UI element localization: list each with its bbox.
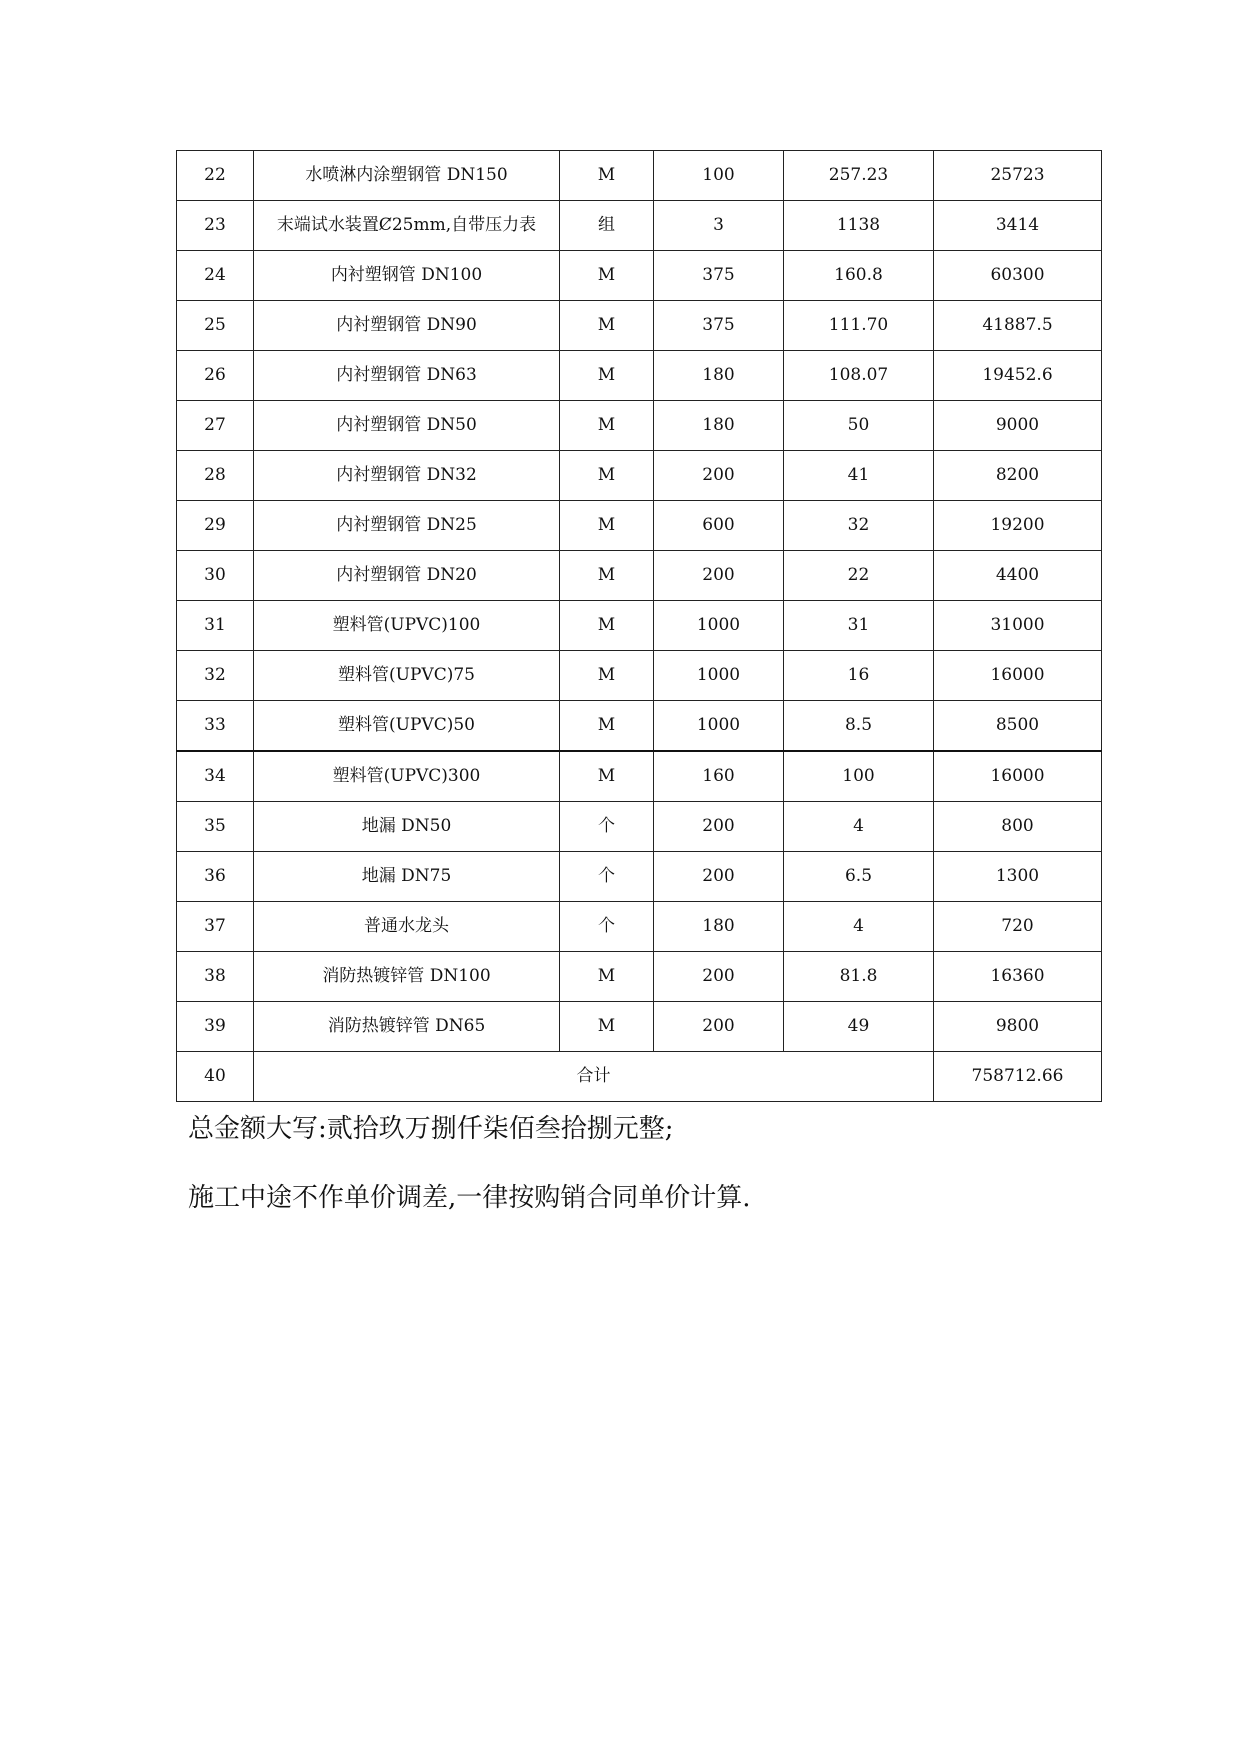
item-unit: M: [560, 501, 654, 551]
row-number: 33: [177, 701, 254, 752]
item-amount: 16360: [934, 952, 1102, 1002]
item-unit: M: [560, 551, 654, 601]
row-number: 29: [177, 501, 254, 551]
item-unit: M: [560, 151, 654, 201]
item-amount: 9800: [934, 1002, 1102, 1052]
table-row: [177, 701, 1102, 752]
amount-in-words: 总金额大写:贰拾玖万捌仟柒佰叁拾捌元整;: [188, 1114, 674, 1144]
item-unit-price: 100: [784, 751, 934, 802]
item-quantity: 180: [654, 351, 784, 401]
total-row: [177, 1052, 1102, 1102]
row-number: 31: [177, 601, 254, 651]
item-quantity: 600: [654, 501, 784, 551]
item-quantity: 200: [654, 952, 784, 1002]
price-table: [176, 150, 1102, 1102]
item-name: 水喷淋内涂塑钢管 DN150: [254, 151, 560, 201]
row-number: 39: [177, 1002, 254, 1052]
item-name: 塑料管(UPVC)75: [254, 651, 560, 701]
item-unit: M: [560, 751, 654, 802]
item-amount: 9000: [934, 401, 1102, 451]
item-quantity: 180: [654, 902, 784, 952]
item-quantity: 1000: [654, 601, 784, 651]
item-unit: M: [560, 401, 654, 451]
item-unit: M: [560, 1002, 654, 1052]
row-number: 36: [177, 852, 254, 902]
item-quantity: 3: [654, 201, 784, 251]
total-row-number: 40: [177, 1052, 254, 1102]
item-name: 末端试水装置Ȼ25mm,自带压力表: [254, 201, 560, 251]
item-unit-price: 4: [784, 902, 934, 952]
item-unit-price: 1138: [784, 201, 934, 251]
table-row: [177, 501, 1102, 551]
item-quantity: 100: [654, 151, 784, 201]
item-unit: M: [560, 301, 654, 351]
table-row: [177, 251, 1102, 301]
item-name: 消防热镀锌管 DN65: [254, 1002, 560, 1052]
table-row: [177, 601, 1102, 651]
item-unit-price: 108.07: [784, 351, 934, 401]
item-unit-price: 16: [784, 651, 934, 701]
item-amount: 4400: [934, 551, 1102, 601]
item-unit-price: 22: [784, 551, 934, 601]
item-amount: 720: [934, 902, 1102, 952]
item-amount: 25723: [934, 151, 1102, 201]
item-quantity: 375: [654, 251, 784, 301]
item-quantity: 160: [654, 751, 784, 802]
item-name: 地漏 DN75: [254, 852, 560, 902]
item-amount: 16000: [934, 651, 1102, 701]
row-number: 35: [177, 802, 254, 852]
row-number: 34: [177, 751, 254, 802]
row-number: 22: [177, 151, 254, 201]
row-number: 28: [177, 451, 254, 501]
row-number: 32: [177, 651, 254, 701]
item-unit: 个: [560, 802, 654, 852]
row-number: 27: [177, 401, 254, 451]
total-label: 合计: [254, 1052, 934, 1102]
row-number: 23: [177, 201, 254, 251]
item-name: 内衬塑钢管 DN32: [254, 451, 560, 501]
item-amount: 19200: [934, 501, 1102, 551]
item-quantity: 200: [654, 852, 784, 902]
item-unit: M: [560, 351, 654, 401]
table-row: [177, 852, 1102, 902]
row-number: 30: [177, 551, 254, 601]
item-name: 内衬塑钢管 DN50: [254, 401, 560, 451]
item-quantity: 200: [654, 451, 784, 501]
row-number: 25: [177, 301, 254, 351]
item-unit-price: 49: [784, 1002, 934, 1052]
item-unit-price: 41: [784, 451, 934, 501]
item-unit-price: 31: [784, 601, 934, 651]
item-unit-price: 32: [784, 501, 934, 551]
table-row: [177, 751, 1102, 802]
item-unit: M: [560, 952, 654, 1002]
item-amount: 19452.6: [934, 351, 1102, 401]
table-row: [177, 151, 1102, 201]
row-number: 37: [177, 902, 254, 952]
item-name: 塑料管(UPVC)100: [254, 601, 560, 651]
item-name: 内衬塑钢管 DN100: [254, 251, 560, 301]
item-quantity: 1000: [654, 701, 784, 752]
item-name: 内衬塑钢管 DN20: [254, 551, 560, 601]
item-unit-price: 111.70: [784, 301, 934, 351]
item-unit: M: [560, 451, 654, 501]
item-unit: M: [560, 251, 654, 301]
table-row: [177, 902, 1102, 952]
item-amount: 41887.5: [934, 301, 1102, 351]
table-row: [177, 451, 1102, 501]
item-name: 普通水龙头: [254, 902, 560, 952]
item-quantity: 375: [654, 301, 784, 351]
table-row: [177, 1002, 1102, 1052]
item-amount: 60300: [934, 251, 1102, 301]
item-unit: 个: [560, 852, 654, 902]
item-amount: 16000: [934, 751, 1102, 802]
row-number: 24: [177, 251, 254, 301]
item-amount: 8500: [934, 701, 1102, 752]
item-amount: 1300: [934, 852, 1102, 902]
item-unit-price: 160.8: [784, 251, 934, 301]
table-row: [177, 551, 1102, 601]
item-name: 塑料管(UPVC)50: [254, 701, 560, 752]
item-unit: M: [560, 701, 654, 752]
item-amount: 3414: [934, 201, 1102, 251]
item-unit: M: [560, 601, 654, 651]
item-unit-price: 6.5: [784, 852, 934, 902]
item-amount: 31000: [934, 601, 1102, 651]
item-name: 消防热镀锌管 DN100: [254, 952, 560, 1002]
total-amount: 758712.66: [934, 1052, 1102, 1102]
item-amount: 8200: [934, 451, 1102, 501]
row-number: 26: [177, 351, 254, 401]
item-unit: 组: [560, 201, 654, 251]
item-unit-price: 4: [784, 802, 934, 852]
item-quantity: 200: [654, 1002, 784, 1052]
pricing-note: 施工中途不作单价调差,一律按购销合同单价计算.: [188, 1183, 751, 1213]
item-unit: 个: [560, 902, 654, 952]
row-number: 38: [177, 952, 254, 1002]
item-quantity: 180: [654, 401, 784, 451]
item-unit: M: [560, 651, 654, 701]
table-row: [177, 401, 1102, 451]
item-name: 内衬塑钢管 DN25: [254, 501, 560, 551]
item-name: 塑料管(UPVC)300: [254, 751, 560, 802]
table-row: [177, 201, 1102, 251]
item-name: 地漏 DN50: [254, 802, 560, 852]
item-amount: 800: [934, 802, 1102, 852]
table-body: [177, 151, 1102, 1052]
item-unit-price: 8.5: [784, 701, 934, 752]
table-row: [177, 651, 1102, 701]
table-row: [177, 351, 1102, 401]
item-quantity: 200: [654, 802, 784, 852]
item-unit-price: 50: [784, 401, 934, 451]
item-name: 内衬塑钢管 DN63: [254, 351, 560, 401]
table-row: [177, 301, 1102, 351]
table-row: [177, 952, 1102, 1002]
item-unit-price: 81.8: [784, 952, 934, 1002]
item-unit-price: 257.23: [784, 151, 934, 201]
item-quantity: 200: [654, 551, 784, 601]
item-quantity: 1000: [654, 651, 784, 701]
item-name: 内衬塑钢管 DN90: [254, 301, 560, 351]
table-row: [177, 802, 1102, 852]
